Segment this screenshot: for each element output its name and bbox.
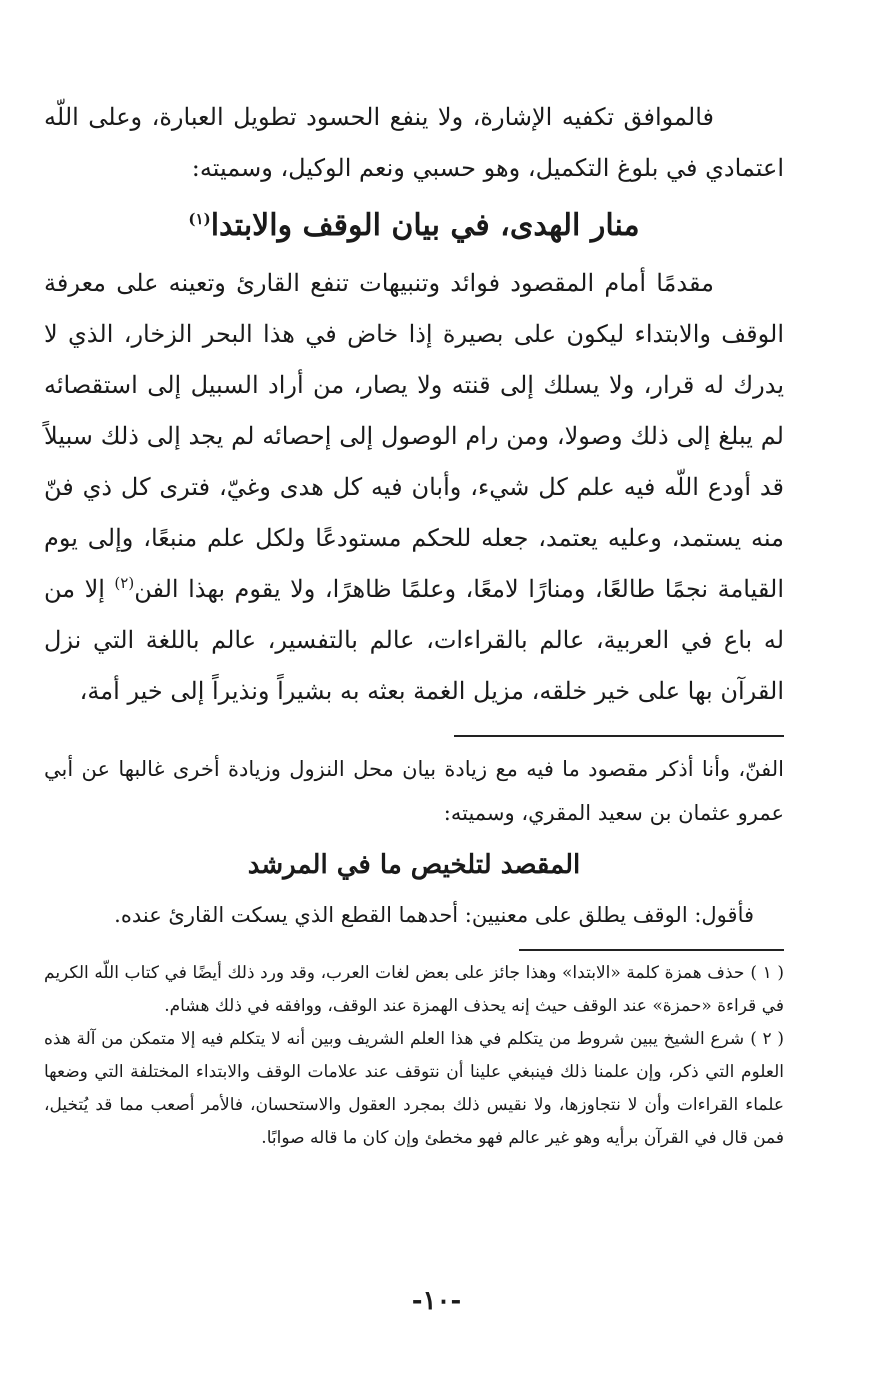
main-paragraph <box>44 258 784 717</box>
footnote-2-text: شرع الشيخ يبين شروط من يتكلم في هذا العلم الشريف وبين أنه لا يتكلم فيه إلا متمكن من آلة هذه العلوم التي ذكر، وإن علمنا ذلك فينبغي علينا أن نتوقف عند علامات الوقف والابتداء المختلفة التي وضعها علماء القراءات وأن لا نتجاوزها، ولا نقيس ذلك بمجرد العقول والاستحسان، فالأمر أصعب مما قد يُتخيل، فمن قال في القرآن برأيه وهو غير عالم فهو مخطئ وإن كان ما قاله صوابًا. <box>44 1029 784 1148</box>
footnote-1 <box>44 957 784 1023</box>
page-number: -١٠- <box>411 1286 462 1316</box>
main-paragraph-part-2: إلا من له باع في العربية، عالم بالقراءات، عالم بالتفسير، عالم باللغة التي نزل القرآن بها على خير خلقه، مزيل الغمة بعثه به بشيراً ونذيراً إلى خير أمة، <box>44 575 785 705</box>
footnotes-divider <box>519 949 784 951</box>
main-paragraph-part-1: مقدمًا أمام المقصود فوائد وتنبيهات تنفع القارئ وتعينه على معرفة الوقف والابتداء ليكون على بصيرة إذا خاض في هذا البحر الزخار، الذي لا يدرك له قرار، ولا يسلك إلى قنته ولا يصار، من أراد السبيل إلى استقصائه لم يبلغ إلى ذلك وصولا، ومن رام الوصول إلى إحصائه لم يجد إلى ذلك سبيلاً قد أودع اللّه فيه علم كل شيء، وأبان فيه كل هدى وغيّ، فترى كل ذي فنّ منه يستمد، وعليه يعتمد، جعله للحكم مستودعًا ولكل علم منبعًا، وإلى يوم القيامة نجمًا طالعًا، ومنارًا لامعًا، وعلمًا ظاهرًا، ولا يقوم بهذا الفن <box>44 269 785 603</box>
footnote-1-text: حذف همزة كلمة «الابتدا» وهذا جائز على بعض لغات العرب، وقد ورد ذلك أيضًا في كتاب اللّه الكريم في قراءة «حمزة» عند الوقف حيث إنه يحذف الهمزة عند الوقف، ووافقه في ذلك هشام. <box>44 963 784 1016</box>
footnote-2-number: ( ٢ ) <box>750 1029 785 1049</box>
section-divider <box>454 735 784 737</box>
commentary-title-heading: المقصد لتلخيص ما في المرشد <box>247 850 581 880</box>
commentary-paragraph: الفنّ، وأنا أذكر مقصود ما فيه مع زيادة بيان محل النزول وزيادة أخرى غالبها عن أبي عمرو عثمان بن سعيد المقري، وسميته: <box>44 757 784 825</box>
page-body <box>44 92 784 1155</box>
book-title-heading <box>44 194 784 258</box>
intro-paragraph: فالموافق تكفيه الإشارة، ولا ينفع الحسود تطويل العبارة، وعلى اللّه اعتمادي في بلوغ التكميل، وهو حسبي ونعم الوكيل، وسميته: <box>44 103 784 182</box>
footnote-1-number: ( ١ ) <box>750 963 784 983</box>
commentary-closing-paragraph: فأقول: الوقف يطلق على معنيين: أحدهما القطع الذي يسكت القارئ عنده. <box>114 903 754 927</box>
book-title-text: منار الهدى، في بيان الوقف والابتدا <box>210 208 640 243</box>
footnote-ref-2: (٢) <box>114 574 135 592</box>
footnote-ref-1: (١) <box>188 210 211 228</box>
footnote-2 <box>44 1023 784 1155</box>
